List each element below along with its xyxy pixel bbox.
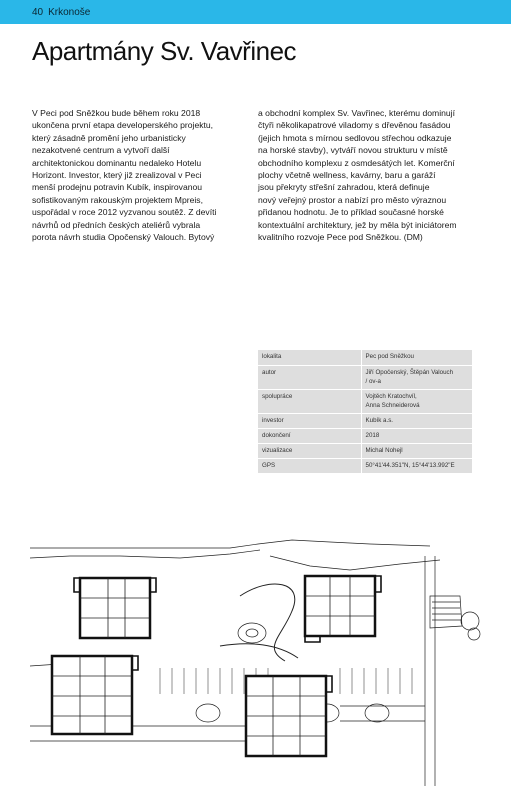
building-block-3 xyxy=(305,576,375,636)
stair-zone-lines xyxy=(432,602,461,620)
planter xyxy=(365,704,389,722)
text-line: a obchodní komplex Sv. Vavřinec, kterému dominují xyxy=(258,108,455,118)
text-line: přidanou hodnotu. Je to příklad současné horské xyxy=(258,207,444,218)
text-line: kontextuální architektury, jež by měla být iniciátorem xyxy=(258,219,457,230)
table-row xyxy=(258,443,472,458)
text-line: Horizont. Investor, který již zrealizoval v Peci xyxy=(32,170,202,181)
text-line: (jejich hmota s mírnou sedlovou střechou odkazuje xyxy=(258,132,452,143)
text-line: který zásadně promění jeho urbanisticky xyxy=(32,132,186,143)
text-line: obchodního komplexu z osmdesátých let. Komerční xyxy=(258,157,455,168)
text-line: návrhů od předních českých ateliérů vybrala xyxy=(32,219,201,230)
table-row xyxy=(258,389,472,413)
info-value: Kubík a.s. xyxy=(361,413,472,428)
table-row xyxy=(258,350,472,365)
info-value: 2018 xyxy=(361,428,472,443)
site-contour xyxy=(30,540,430,548)
text-line: plochy včetně wellness, kavárny, baru a garáží xyxy=(258,170,436,181)
garden-path xyxy=(240,584,295,661)
tree xyxy=(468,628,480,640)
info-value: 50°41'44.351"N, 15°44'13.992"E xyxy=(361,458,472,473)
site-contour xyxy=(270,556,440,570)
info-value: Michal Nohejl xyxy=(361,443,472,458)
text-line: nový veřejný prostor a nabízí pro město výraznou xyxy=(258,194,447,205)
text-line: čtyři několikapatrové viladomy s dřevěnou fasádou xyxy=(258,120,451,131)
table-row xyxy=(258,458,472,473)
info-value: Pec pod Sněžkou xyxy=(361,350,472,365)
text-line: porota návrh studia Opočenský Valouch. Bytový xyxy=(32,232,215,243)
info-key: investor xyxy=(258,413,361,428)
info-value-line: / ov-a xyxy=(365,377,381,385)
text-line: nezakotvené centrum a vytvoří další xyxy=(32,145,170,156)
info-key: spolupráce xyxy=(258,389,361,413)
info-value xyxy=(361,389,472,413)
text-line: na horské stavby), vytváří novou strukturu v místě xyxy=(258,145,448,156)
table-row xyxy=(258,413,472,428)
header-bar xyxy=(0,0,511,24)
project-info-table xyxy=(258,350,472,474)
body-column-right xyxy=(258,107,468,243)
article-title: Apartmány Sv. Vavřinec xyxy=(32,36,297,66)
section-name: Krkonoše xyxy=(48,6,91,18)
text-line: architektonickou dominantu nedaleko Hotelu xyxy=(32,157,202,168)
building-block-2 xyxy=(52,656,132,734)
text-line: menší prodejnu potravin Kubík, inspirovanou xyxy=(32,182,203,193)
text-line: V Peci pod Sněžkou bude během roku 2018 xyxy=(32,108,201,118)
info-key: vizualizace xyxy=(258,443,361,458)
planter xyxy=(196,704,220,722)
text-line: ukončena první etapa developerského projektu, xyxy=(32,120,214,131)
text-line: uspořádal v roce 2012 vyzvanou soutěž. Z devíti xyxy=(32,207,217,218)
table-row xyxy=(258,365,472,389)
info-value-line: Vojtěch Kratochvíl, xyxy=(365,392,417,400)
circular-feature xyxy=(246,629,258,637)
tree xyxy=(461,612,479,630)
info-value-line: Jiří Opočenský, Štěpán Valouch xyxy=(365,368,454,376)
page-number: 40 xyxy=(32,6,44,18)
text-line: sofistikovaným rakouským projektem Mpreis, xyxy=(32,194,203,205)
site-plan-drawing xyxy=(30,536,485,786)
text-line: jsou překryty střešní zahradou, která definuje xyxy=(258,182,430,193)
body-column-left xyxy=(32,107,242,243)
info-value-line: Anna Schneiderová xyxy=(365,401,420,409)
circular-feature xyxy=(238,623,266,643)
table-row xyxy=(258,428,472,443)
info-key: lokalita xyxy=(258,350,361,365)
garden-path xyxy=(220,644,298,658)
building-block-1 xyxy=(80,578,150,638)
info-key: dokončení xyxy=(258,428,361,443)
info-key: autor xyxy=(258,365,361,389)
colonnade xyxy=(340,668,412,694)
info-key: GPS xyxy=(258,458,361,473)
text-line: kvalitního rozvoje Pece pod Sněžkou. (DM) xyxy=(258,232,423,243)
site-contour xyxy=(30,550,260,558)
info-value xyxy=(361,365,472,389)
